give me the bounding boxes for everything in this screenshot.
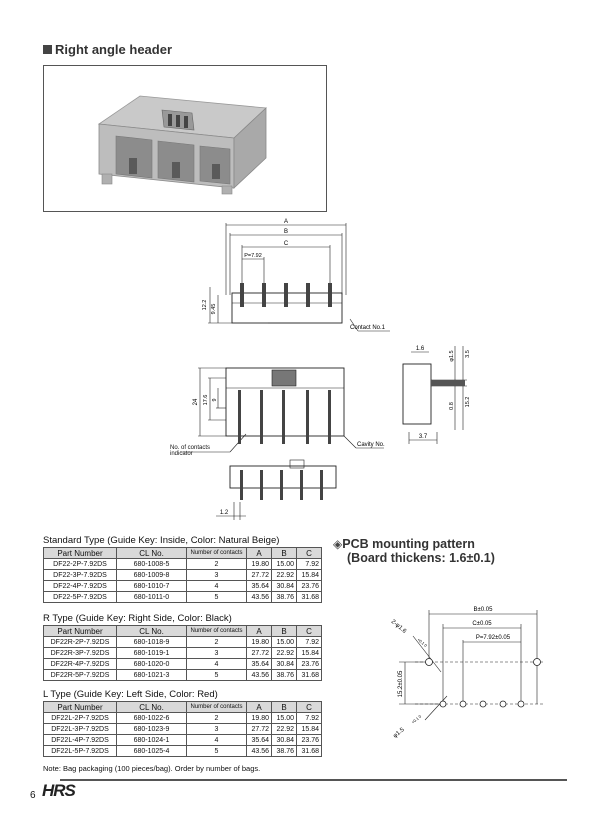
cell-part-number: DF22L-4P-7.92DS (44, 735, 117, 746)
side-phi-1-5-label: φ1.5 (449, 350, 455, 362)
cell-b: 30.84 (272, 735, 297, 746)
cell-part-number: DF22L-3P-7.92DS (44, 724, 117, 735)
cavity-no-label: Cavity No. (357, 442, 385, 448)
cell-c: 23.76 (297, 735, 322, 746)
cell-c: 31.68 (297, 592, 322, 603)
col-cl-no: CL No. (117, 626, 187, 637)
cell-b: 15.00 (272, 637, 297, 648)
standard-type-table (43, 547, 322, 603)
pcb-title-line2: (Board thickens: 1.6±0.1) (347, 551, 495, 565)
cell-cl-no: 680-1023-9 (117, 724, 187, 735)
cell-a: 19.80 (247, 637, 272, 648)
cell-c: 15.84 (297, 724, 322, 735)
side-1-6-label: 1.6 (415, 346, 425, 352)
footer-rule (60, 779, 567, 781)
dim-b-label: B (283, 229, 289, 235)
cell-a: 19.80 (247, 713, 272, 724)
cell-contacts: 2 (187, 637, 247, 648)
height-12-2-label: 12.2 (202, 299, 208, 311)
cell-c: 31.68 (297, 746, 322, 757)
table-row (44, 581, 322, 592)
connector-photo (44, 66, 326, 211)
cell-contacts: 2 (187, 559, 247, 570)
cell-a: 43.56 (247, 592, 272, 603)
section-title (43, 42, 172, 57)
col-a: A (247, 626, 272, 637)
table-row (44, 713, 322, 724)
height-9-label: 9 (212, 398, 218, 402)
cell-a: 35.64 (247, 659, 272, 670)
contact-no-label: Contact No.1 (350, 325, 386, 331)
cell-c: 23.76 (297, 581, 322, 592)
cell-cl-no: 680-1009-8 (117, 570, 187, 581)
cell-contacts: 4 (187, 659, 247, 670)
col-c: C (297, 548, 322, 559)
cell-part-number: DF22R-2P-7.92DS (44, 637, 117, 648)
section-title-text: Right angle header (55, 42, 173, 57)
cell-contacts: 4 (187, 735, 247, 746)
cell-a: 27.72 (247, 648, 272, 659)
r-type-table (43, 625, 322, 681)
cell-contacts: 5 (187, 746, 247, 757)
cell-a: 43.56 (247, 670, 272, 681)
cell-a: 27.72 (247, 724, 272, 735)
cell-b: 30.84 (272, 581, 297, 592)
cell-contacts: 2 (187, 713, 247, 724)
packaging-note: Note: Bag packaging (100 pieces/bag). Order by number of bags. (43, 764, 261, 773)
hole-2-phi-1-6-label: 2-φ1.6 (389, 618, 408, 635)
cell-contacts: 4 (187, 581, 247, 592)
table-row (44, 648, 322, 659)
col-cl-no: CL No. (117, 548, 187, 559)
height-17-6-label: 17.6 (203, 394, 209, 406)
cell-a: 27.72 (247, 570, 272, 581)
cell-cl-no: 680-1024-1 (117, 735, 187, 746)
cell-c: 31.68 (297, 670, 322, 681)
cell-cl-no: 680-1021-3 (117, 670, 187, 681)
cell-part-number: DF22R-4P-7.92DS (44, 659, 117, 670)
page-number: 6 (30, 790, 36, 801)
cell-a: 19.80 (247, 559, 272, 570)
side-view-drawing (395, 340, 485, 460)
cell-b: 22.92 (272, 724, 297, 735)
col-b: B (272, 702, 297, 713)
cell-c: 7.92 (297, 713, 322, 724)
table-caption-l-type: L Type (Guide Key: Left Side, Color: Red) (43, 689, 218, 700)
col-number-of-contacts: Number of contacts (187, 702, 247, 713)
hrs-logo: HRS (42, 781, 75, 800)
cell-cl-no: 680-1008-5 (117, 559, 187, 570)
col-number-of-contacts: Number of contacts (187, 548, 247, 559)
cell-part-number: DF22-5P-7.92DS (44, 592, 117, 603)
side-0-8-label: 0.8 (449, 402, 455, 410)
cell-part-number: DF22-3P-7.92DS (44, 570, 117, 581)
table-row (44, 670, 322, 681)
cell-c: 23.76 (297, 659, 322, 670)
top-view-drawing (150, 215, 410, 335)
hole-phi-1-5-label: φ1.5 (392, 727, 406, 740)
pcb-pattern-title (333, 537, 495, 565)
square-bullet-icon (43, 45, 52, 54)
cell-c: 7.92 (297, 637, 322, 648)
pcb-dim-b-label: B±0.05 (473, 607, 493, 613)
table-row (44, 735, 322, 746)
col-part-number: Part Number (44, 548, 117, 559)
table-row (44, 559, 322, 570)
table-row (44, 592, 322, 603)
contacts-indicator-label: No. of contacts indicator (170, 445, 211, 457)
cell-part-number: DF22R-3P-7.92DS (44, 648, 117, 659)
cell-b: 38.76 (272, 592, 297, 603)
cell-cl-no: 680-1018-9 (117, 637, 187, 648)
side-3-7-label: 3.7 (418, 434, 428, 440)
col-c: C (297, 626, 322, 637)
cell-a: 35.64 (247, 581, 272, 592)
dim-c-label: C (283, 241, 289, 247)
table-row (44, 659, 322, 670)
col-b: B (272, 626, 297, 637)
cell-contacts: 3 (187, 724, 247, 735)
table-row (44, 570, 322, 581)
pitch-label: P=7.92 (244, 253, 262, 259)
cell-b: 15.00 (272, 713, 297, 724)
height-9-45-label: 9.45 (211, 303, 217, 315)
table-row (44, 637, 322, 648)
col-part-number: Part Number (44, 702, 117, 713)
pcb-dim-p-label: P=7.92±0.05 (475, 635, 511, 641)
height-24-label: 24 (193, 398, 199, 406)
cell-b: 15.00 (272, 559, 297, 570)
cell-contacts: 5 (187, 670, 247, 681)
pcb-dim-h-label: 15.2±0.05 (398, 670, 404, 698)
col-c: C (297, 702, 322, 713)
bottom-view-drawing (210, 458, 350, 528)
cell-part-number: DF22R-5P-7.92DS (44, 670, 117, 681)
hole-2-phi-1-6-tolerance: +0.1 0 (416, 636, 429, 648)
diamond-bullet-icon: ◈ (333, 537, 343, 551)
col-a: A (247, 548, 272, 559)
cell-a: 35.64 (247, 735, 272, 746)
cell-b: 38.76 (272, 670, 297, 681)
cell-b: 22.92 (272, 570, 297, 581)
table-row (44, 746, 322, 757)
cell-part-number: DF22-2P-7.92DS (44, 559, 117, 570)
cell-contacts: 3 (187, 648, 247, 659)
table-row (44, 724, 322, 735)
product-photo-frame (43, 65, 327, 212)
cell-part-number: DF22-4P-7.92DS (44, 581, 117, 592)
cell-c: 15.84 (297, 570, 322, 581)
cell-cl-no: 680-1010-7 (117, 581, 187, 592)
cell-cl-no: 680-1025-4 (117, 746, 187, 757)
col-number-of-contacts: Number of contacts (187, 626, 247, 637)
l-type-table (43, 701, 322, 757)
cell-contacts: 5 (187, 592, 247, 603)
side-15-2-label: 15.2 (465, 396, 471, 408)
pcb-dim-c-label: C±0.05 (472, 621, 492, 627)
cell-b: 22.92 (272, 648, 297, 659)
width-1-2-label: 1.2 (219, 510, 229, 516)
cell-b: 30.84 (272, 659, 297, 670)
cell-c: 7.92 (297, 559, 322, 570)
side-3-5-label: 3.5 (465, 350, 471, 358)
cell-cl-no: 680-1020-0 (117, 659, 187, 670)
col-cl-no: CL No. (117, 702, 187, 713)
table-caption-r-type: R Type (Guide Key: Right Side, Color: Black) (43, 613, 232, 624)
dim-a-label: A (283, 219, 289, 225)
table-caption-standard: Standard Type (Guide Key: Inside, Color: Natural Beige) (43, 535, 280, 546)
cell-b: 38.76 (272, 746, 297, 757)
col-part-number: Part Number (44, 626, 117, 637)
cell-contacts: 3 (187, 570, 247, 581)
pcb-title-line1: PCB mounting pattern (342, 537, 475, 551)
col-a: A (247, 702, 272, 713)
hole-phi-1-5-tolerance: +0.1 0 (410, 713, 423, 725)
cell-cl-no: 680-1019-1 (117, 648, 187, 659)
cell-cl-no: 680-1011-0 (117, 592, 187, 603)
cell-c: 15.84 (297, 648, 322, 659)
cell-part-number: DF22L-2P-7.92DS (44, 713, 117, 724)
pcb-pattern-drawing (385, 600, 560, 750)
col-b: B (272, 548, 297, 559)
cell-part-number: DF22L-5P-7.92DS (44, 746, 117, 757)
cell-a: 43.56 (247, 746, 272, 757)
cell-cl-no: 680-1022-6 (117, 713, 187, 724)
